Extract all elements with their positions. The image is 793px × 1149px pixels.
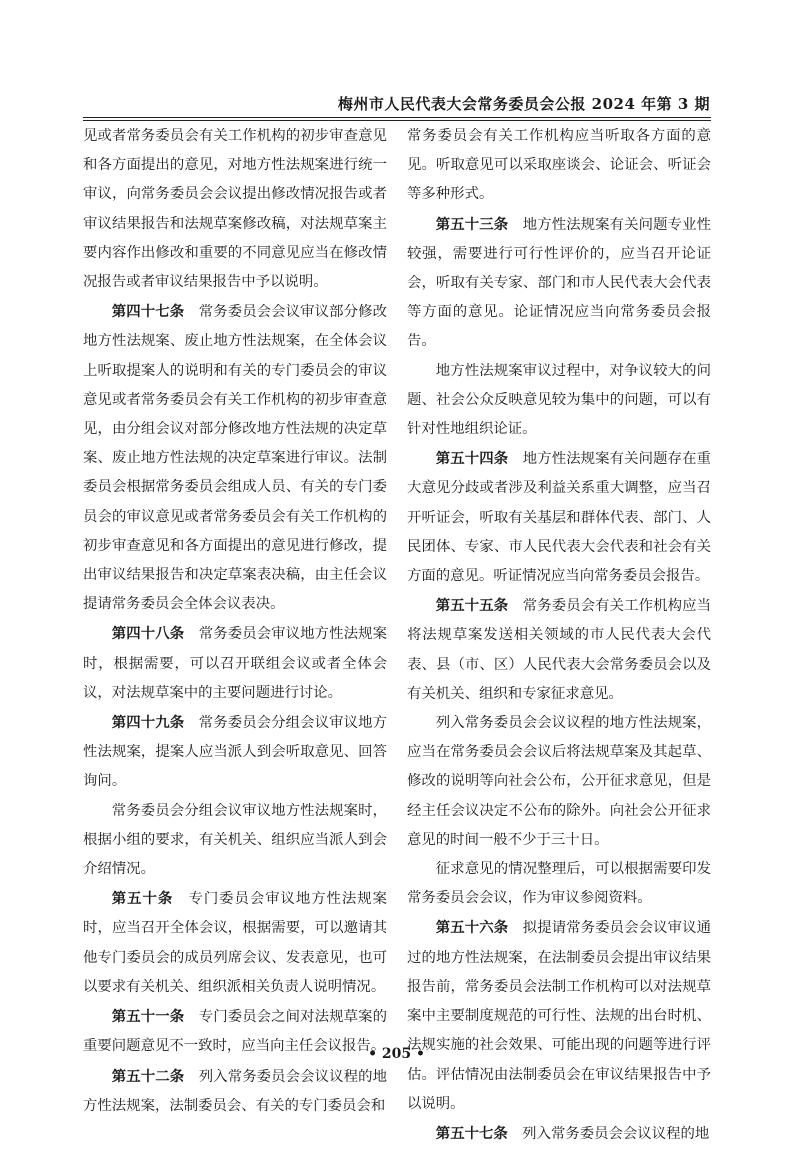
- paragraph: 常务委员会分组会议审议地方性法规案时，根据小组的要求，有关机关、组织应当派人到会介绍情况。: [83, 802, 387, 878]
- article-56: 第五十六条 拟提请常务委员会会议审议通过的地方性法规案，在法制委员会提出审议结果报告前，常务委员会法制工作机构可以对法规草案中主要制度规范的可行性、法规的出台时机、法规实施的社会效果、可能出现的问题等进行评估。评估情况由法制委员会在审议结果报告中予以说明。: [407, 919, 711, 1112]
- article-49: 第四十九条 常务委员会分组会议审议地方性法规案，提案人应当派人到会听取意见、回答询问。: [83, 714, 387, 790]
- article-52: 第五十二条 列入常务委员会会议议程的地方性法规案，法制委员会、有关的专门委员会和: [83, 1067, 387, 1114]
- article-48: 第四十八条 常务委员会审议地方性法规案时，根据需要，可以召开联组会议或者全体会议，对法规草案中的主要问题进行讨论。: [83, 625, 387, 701]
- paragraph: 列入常务委员会会议议程的地方性法规案，应当在常务委员会会议后将法规草案及其起草、修改的说明等向社会公布，公开征求意见，但是经主任会议决定不公布的除外。向社会公开征求意见的时间一般不少于三十日。: [407, 715, 711, 848]
- article-heading: 第五十五条: [435, 597, 509, 615]
- article-57: 第五十七条 列入常务委员会会议议程的地: [435, 1124, 710, 1142]
- article-heading: 第五十四条: [435, 450, 509, 468]
- article-heading: 第五十条: [111, 890, 174, 908]
- article-heading: 第五十二条: [111, 1067, 185, 1085]
- header-rule-top: [83, 117, 711, 118]
- paragraph: 常务委员会有关工作机构应当听取各方面的意见。听取意见可以采取座谈会、论证会、听证会等多种形式。: [407, 128, 711, 203]
- paragraph: 地方性法规案审议过程中，对争议较大的问题、社会公众反映意见较为集中的问题，可以有针对性地组织论证。: [407, 362, 711, 438]
- left-column: [83, 122, 387, 1121]
- page-number: • 205 •: [368, 1046, 425, 1062]
- article-heading: 第五十三条: [435, 215, 509, 233]
- article-heading: 第四十九条: [111, 714, 185, 732]
- article-47: 第四十七条 常务委员会会议审议部分修改地方性法规案、废止地方性法规案，在全体会议上听取提案人的说明和有关的专门委员会的审议意见或者常务委员会有关工作机构的初步审查意见，由分组会议对部分修改地方性法规的决定草案、废止地方性法规的决定草案进行审议。法制委员会根据常务委员会组成人员、有关的专门委员会的审议意见或者常务委员会有关工作机构的初步审查意见和各方面提出的意见进行修改，提出审议结果报告和决定草案表决稿，由主任会议提请常务委员会全体会议表决。: [83, 303, 387, 613]
- article-51: 第五十一条 专门委员会之间对法规草案的重要问题意见不一致时，应当向主任会议报告。: [83, 1008, 387, 1055]
- article-50: 第五十条 专门委员会审议地方性法规案时，应当召开全体会议，根据需要，可以邀请其他专门委员会的成员列席会议、发表意见，也可以要求有关机关、组织派相关负责人说明情况。: [83, 890, 387, 995]
- article-heading: 第五十七条: [435, 1124, 508, 1142]
- right-column: [407, 122, 711, 1149]
- article-heading: 第四十八条: [111, 625, 185, 643]
- article-55: 第五十五条 常务委员会有关工作机构应当将法规草案发送相关领域的市人民代表大会代表、县（市、区）人民代表大会常务委员会以及有关机关、组织和专家征求意见。: [407, 597, 711, 702]
- article-53: 第五十三条 地方性法规案有关问题专业性较强，需要进行可行性评价的，应当召开论证会，听取有关专家、部门和市人民代表大会代表等方面的意见。论证情况应当向常务委员会报告。: [407, 215, 711, 350]
- header-rule-bottom: [83, 120, 711, 121]
- article-54: 第五十四条 地方性法规案有关问题存在重大意见分歧或者涉及利益关系重大调整，应当召开听证会，听取有关基层和群体代表、部门、人民团体、专家、市人民代表大会代表和社会有关方面的意见。听证情况应当向常务委员会报告。: [407, 450, 711, 585]
- article-heading: 第四十七条: [111, 303, 185, 321]
- paragraph: 征求意见的情况整理后，可以根据需要印发常务委员会会议，作为审议参阅资料。: [407, 861, 711, 907]
- article-heading: 第五十一条: [111, 1008, 185, 1026]
- article-heading: 第五十六条: [435, 919, 509, 937]
- page-header: 梅州市人民代表大会常务委员会公报 2024 年第 3 期: [337, 95, 710, 113]
- paragraph: 见或者常务委员会有关工作机构的初步审查意见和各方面提出的意见，对地方性法规案进行统一审议，向常务委员会会议提出修改情况报告或者审议结果报告和法规草案修改稿，对法规草案主要内容作出修改和重要的不同意见应当在修改情况报告或者审议结果报告中予以说明。: [83, 128, 387, 291]
